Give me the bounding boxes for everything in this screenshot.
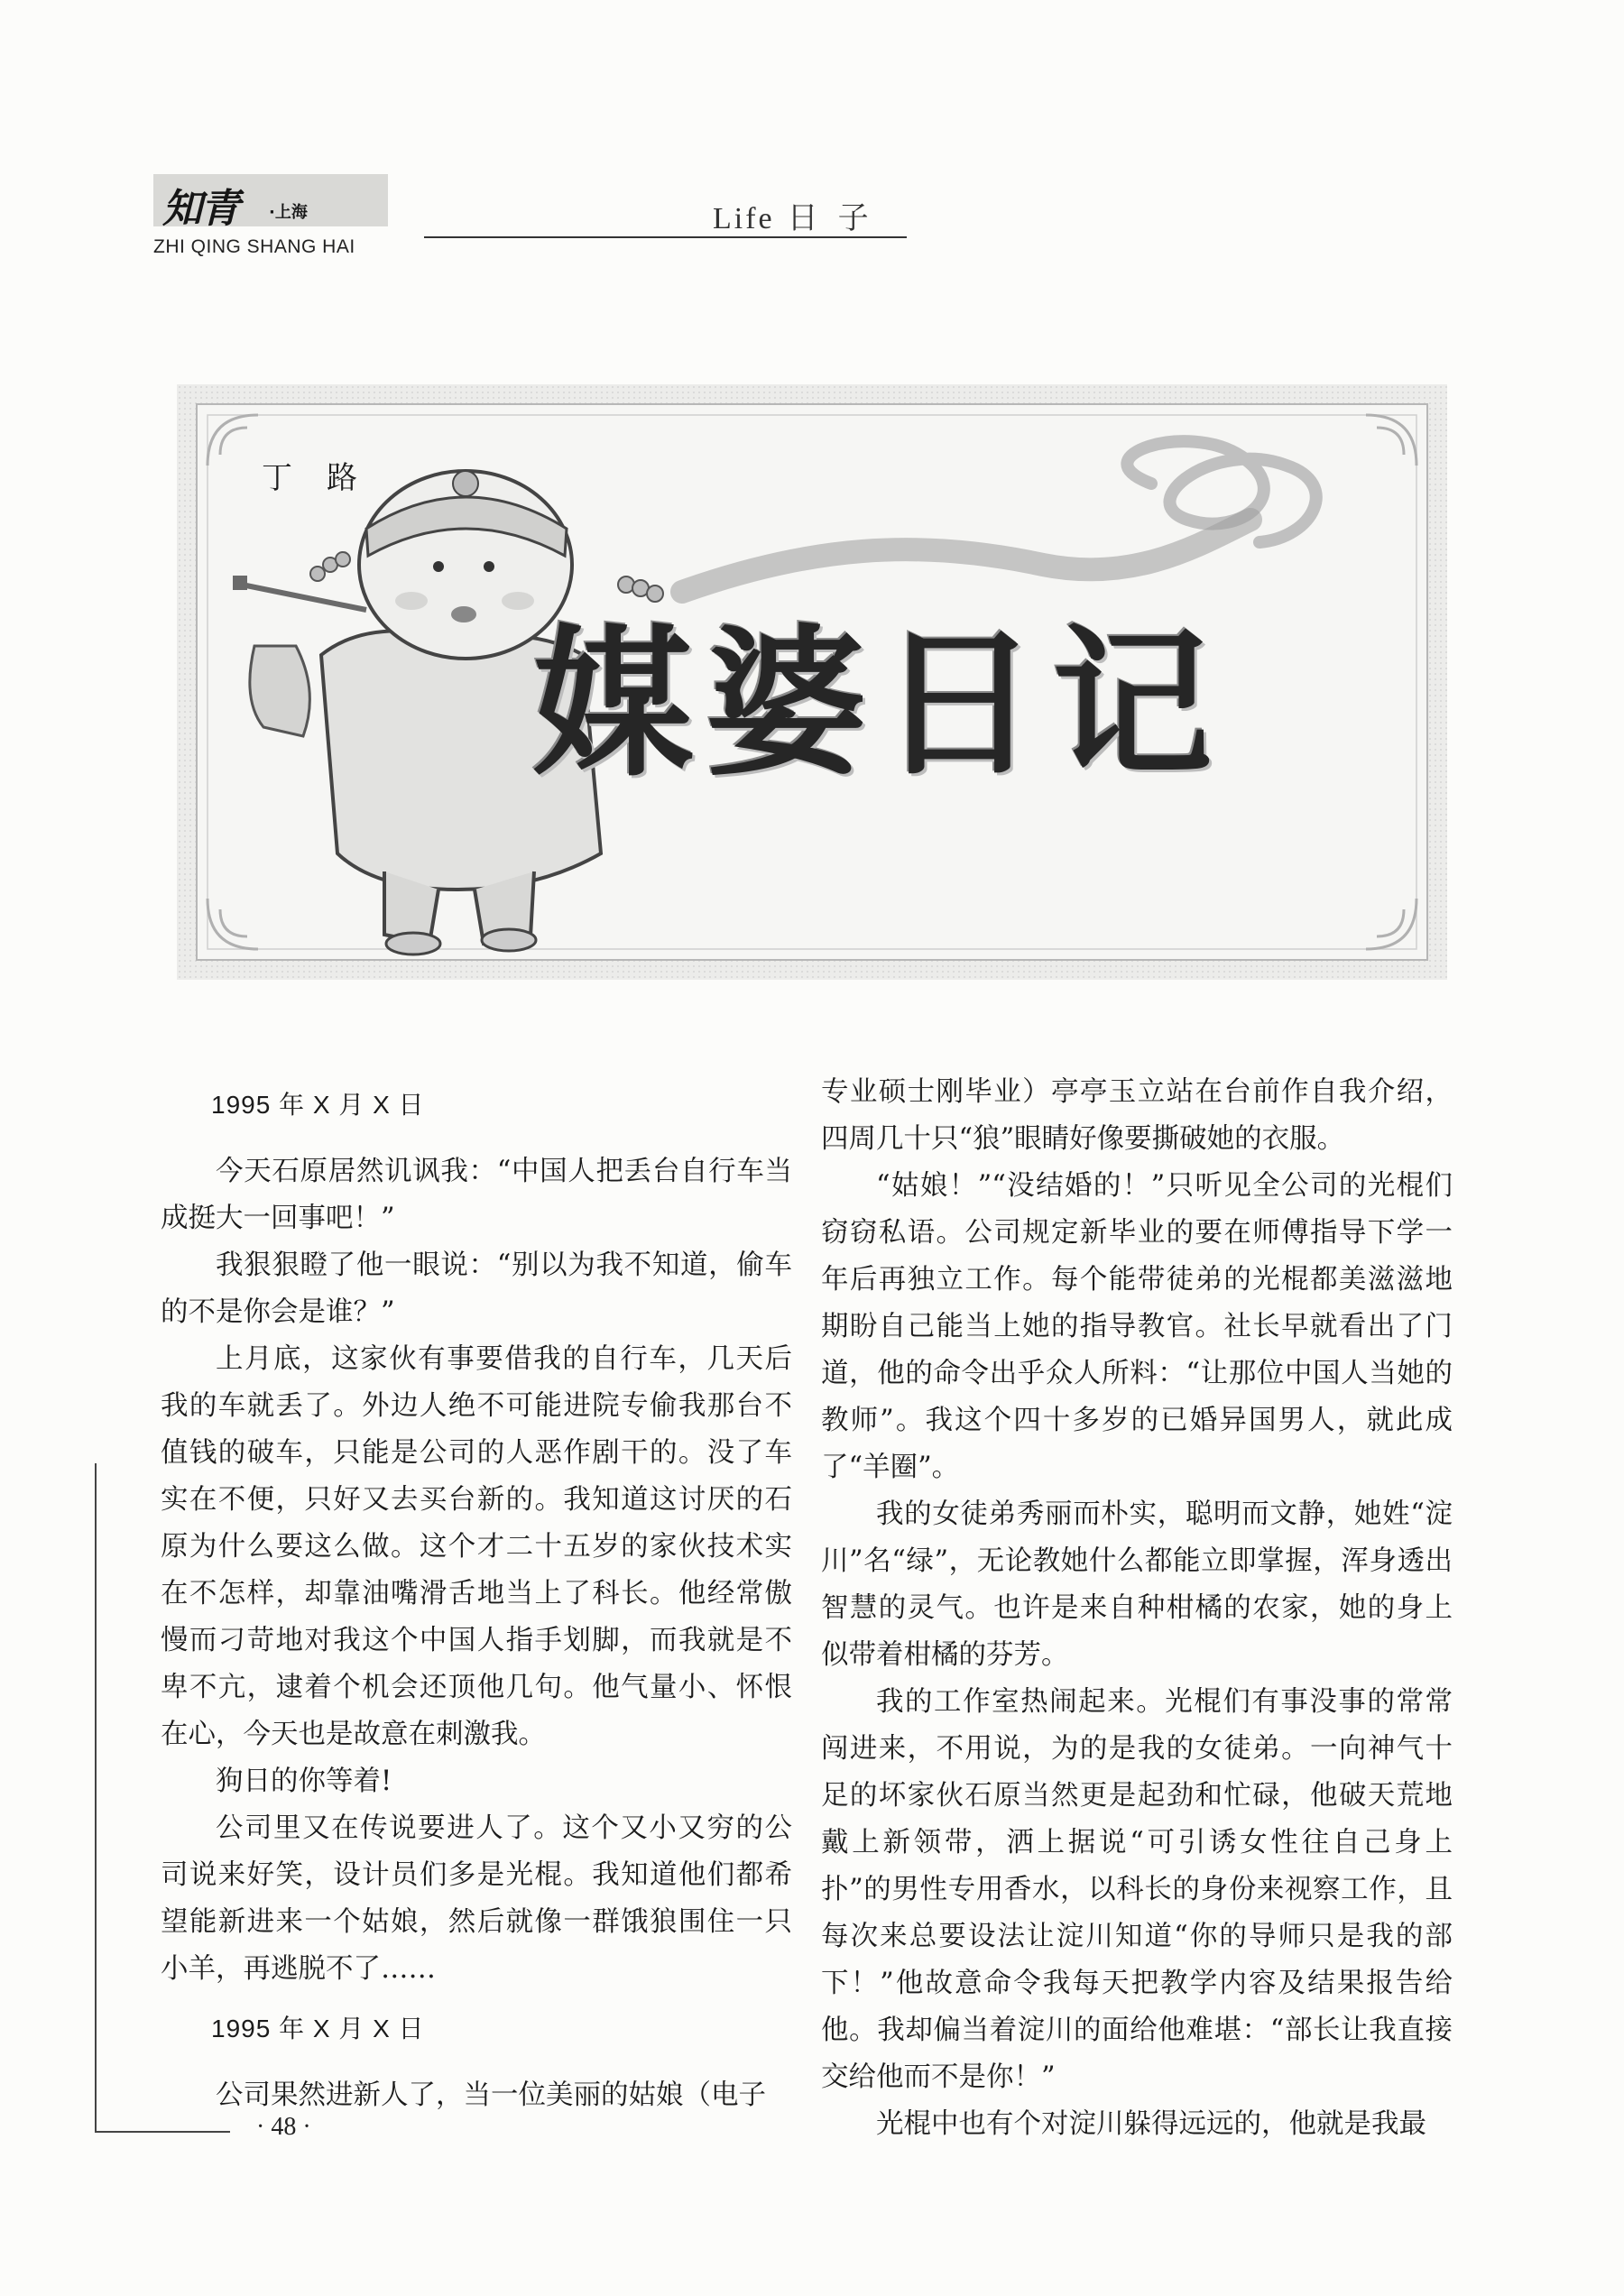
paragraph: 狗日的你等着! bbox=[216, 1766, 392, 1797]
paragraph-continuation: 专业硕士刚毕业）亭亭玉立站在台前作自我介绍，四周几十只“狼”眼睛好像要撕破她的衣服。 bbox=[821, 1076, 1453, 1155]
left-text-column bbox=[161, 1069, 792, 2119]
paragraph: 公司里又在传说要进人了。这个又小又穷的公司说来好笑，设计员们多是光棍。我知道他们都希望能新进来一个姑娘，然后就像一群饿狼围住一只小羊，再逃脱不了…… bbox=[161, 1812, 792, 1985]
footer-rule bbox=[95, 2131, 230, 2133]
side-rule bbox=[95, 1463, 97, 2131]
paragraph: 上月底，这家伙有事要借我的自行车，几天后我的车就丢了。外边人绝不可能进院专偷我那台不值钱的破车，只能是公司的人恶作剧干的。没了车实在不便，只好又去买台新的。我知道这讨厌的石原为什么要这么做。这个才二十五岁的家伙技术实在不怎样，却靠油嘴滑舌地当上了科长。他经常傲慢而刁苛地对我这个中国人指手划脚，而我就是不卑不亢，逮着个机会还顶他几句。他气量小、怀恨在心，今天也是故意在刺激我。 bbox=[161, 1343, 792, 1750]
paragraph: 我狠狠瞪了他一眼说：“别以为我不知道，偷车的不是你会是谁？” bbox=[161, 1249, 792, 1328]
paragraph: 今天石原居然讥讽我：“中国人把丢台自行车当成挺大一回事吧！” bbox=[161, 1156, 792, 1234]
column-title-en: Life bbox=[713, 202, 775, 235]
pouch bbox=[250, 646, 310, 736]
column-title-cn: 日子 bbox=[787, 200, 889, 236]
logo-brush-text: 知青 bbox=[162, 186, 238, 232]
article-title: 媒婆日记 bbox=[532, 611, 1225, 798]
diary-date: 1995 年 X 月 X 日 bbox=[211, 2015, 425, 2042]
diary-date: 1995 年 X 月 X 日 bbox=[211, 1091, 425, 1119]
paragraph: 我的工作室热闹起来。光棍们有事没事的常常闯进来，不用说，为的是我的女徒弟。一向神气十足的坏家伙石原当然更是起劲和忙碌，他破天荒地戴上新领带，洒上据说“可引诱女性往自己身上扑”的男性专用香水，以科长的身份来视察工作，且每次来总要设法让淀川知道“你的导师只是我的部下！”他故意命令我每天把教学内容及结果报告给他。我却偏当着淀川的面给他难堪：“部长让我直接交给他而不是你！” bbox=[821, 1686, 1453, 2093]
paragraph: 我的女徒弟秀丽而朴实，聪明而文静，她姓“淀川”名“绿”，无论教她什么都能立即掌握，浑身透出智慧的灵气。也许是来自种柑橘的农家，她的身上似带着柑橘的芬芳。 bbox=[821, 1498, 1453, 1671]
paragraph: 公司果然进新人了，当一位美丽的姑娘（电子 bbox=[216, 2079, 766, 2111]
logo-pinyin: ZHI QING SHANG HAI bbox=[153, 236, 355, 257]
magazine-logo bbox=[153, 174, 388, 232]
header-rule bbox=[424, 236, 907, 238]
page-number: · 48 · bbox=[256, 2113, 311, 2141]
right-text-column bbox=[821, 1069, 1453, 2148]
author-name: 丁路 bbox=[262, 460, 392, 496]
logo-subtitle: ·上海 bbox=[269, 203, 308, 222]
paragraph: “姑娘！”“没结婚的！”只听见全公司的光棍们窃窃私语。公司规定新毕业的要在师傅指导下学一年后再独立工作。每个能带徒弟的光棍都美滋滋地期盼自己能当上她的指导教官。社长早就看出了门道，他的命令出乎众人所料：“让那位中国人当她的教师”。我这个四十多岁的已婚异国男人，就此成了“羊圈”。 bbox=[821, 1170, 1453, 1483]
column-title bbox=[713, 193, 889, 237]
paragraph: 光棍中也有个对淀川躲得远远的，他就是我最 bbox=[876, 2108, 1426, 2140]
